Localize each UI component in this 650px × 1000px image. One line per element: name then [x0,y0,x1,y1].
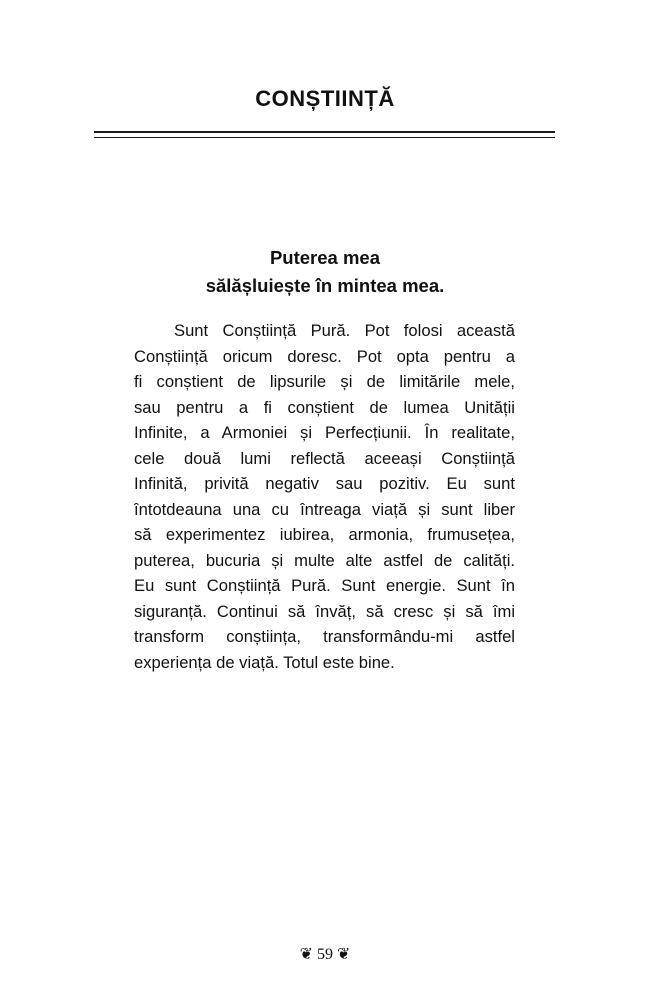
body-line: transform conștiința, transformându-mi astfel [134,627,515,646]
title-rule-thick [94,131,555,133]
body-line: Infinite, a Armoniei și Perfecțiunii. În realitate, [134,423,515,442]
body-line: cele două lumi reflectă aceeași Conștiință [134,448,515,468]
body-line: siguranță. Continui să învăț, să cresc și să îmi [134,601,515,621]
chapter-title: CONȘTIINȚĂ [255,86,395,111]
page-number: ❦ 59 ❦ [299,946,351,963]
affirmation-line-2: sălășluiește în mintea mea. [205,275,445,296]
body-line: puterea, bucuria și multe alte astfel de calități. [134,550,515,570]
body-line: Eu sunt Conștiință Pură. Sunt energie. Sunt în [134,576,515,595]
affirmation-heading [0,244,650,300]
body-line: să experimentez iubirea, armonia, frumusețea, [134,525,515,544]
body-line: fi conștient de lipsurile și de limitările mele, [134,372,515,391]
body-line: întotdeauna una cu întreaga viață și sunt liber [134,499,515,519]
body-line: Infinită, privită negativ sau pozitiv. Eu sunt [134,474,515,493]
body-line: experiența de viață. Totul este bine. [134,652,395,672]
body-paragraph [134,318,515,675]
body-line: Conștiință oricum doresc. Pot opta pentru a [134,346,515,366]
affirmation-line-1: Puterea mea [269,247,381,268]
title-rule-thin [94,137,555,138]
body-line: sau pentru a fi conștient de lumea Unității [134,397,515,417]
body-line: Sunt Conștiință Pură. Pot folosi această [174,321,515,340]
